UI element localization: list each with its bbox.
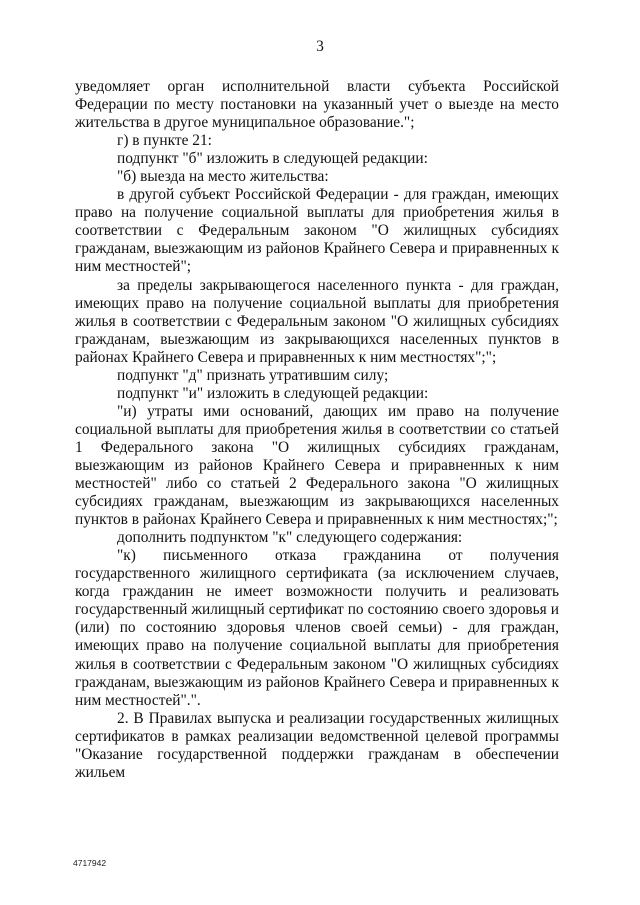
- paragraph-subpoint-i-text: "и) утраты ими оснований, дающих им право на получение социальной выплаты для приобретения жилья в соответствии со статьей 1 Федерального закона "О жилищных субсидиях гражданам, выезжающим из районов Крайнего Севера и приравненных к ним местностей" либо со статьей 2 Федерального закона "О жилищных субсидиях гражданам, выезжающим из закрывающихся населенных пунктов в районах Крайнего Севера и приравненных к ним местностях;";: [75, 402, 559, 529]
- paragraph-subpoint-b-settlement: за пределы закрывающегося населенного пункта - для граждан, имеющих право на получение социальной выплаты для приобретения жилья в соответствии с Федеральным законом "О жилищных субсидиях гражданам, выезжающим из закрывающихся населенных пунктов в районах Крайнего Севера и приравненных к ним местностях";";: [75, 276, 559, 366]
- paragraph-subpoint-b-heading: "б) выезда на место жительства:: [117, 168, 329, 186]
- page-number: 3: [316, 38, 324, 55]
- paragraph-subpoint-b-intro: подпункт "б" изложить в следующей редакции:: [117, 150, 428, 168]
- paragraph-continuation: уведомляет орган исполнительной власти субъекта Российской Федерации по месту постановки на указанный учет о выезде на место жительства в другое муниципальное образование.";: [75, 78, 559, 132]
- document-id: 4717942: [73, 858, 107, 868]
- paragraph-item-g: г) в пункте 21:: [117, 132, 212, 150]
- paragraph-item-2: 2. В Правилах выпуска и реализации государственных жилищных сертификатов в рамках реализации ведомственной целевой программы "Оказание государственной поддержки гражданам в обеспечении жильем: [75, 709, 559, 781]
- paragraph-subpoint-b-region: в другой субъект Российской Федерации - для граждан, имеющих право на получение социальной выплаты для приобретения жилья в соответствии с Федеральным законом "О жилищных субсидиях гражданам, выезжающим из районов Крайнего Севера и приравненных к ним местностей";: [75, 186, 559, 276]
- paragraph-subpoint-d: подпункт "д" признать утратившим силу;: [117, 366, 389, 384]
- document-body: [75, 78, 559, 782]
- paragraph-subpoint-k-intro: дополнить подпунктом "к" следующего содержания:: [117, 529, 463, 547]
- paragraph-subpoint-k-text: "к) письменного отказа гражданина от получения государственного жилищного сертификата (за исключением случаев, когда гражданин не имеет возможности получить и реализовать государственный жилищный сертификат по состоянию своего здоровья и (или) по состоянию здоровья членов своей семьи) - для граждан, имеющих право на получение социальной выплаты для приобретения жилья в соответствии с Федеральным законом "О жилищных субсидиях гражданам, выезжающим из районов Крайнего Севера и приравненных к ним местностей".".: [75, 547, 559, 709]
- paragraph-subpoint-i-intro: подпункт "и" изложить в следующей редакции:: [117, 384, 429, 402]
